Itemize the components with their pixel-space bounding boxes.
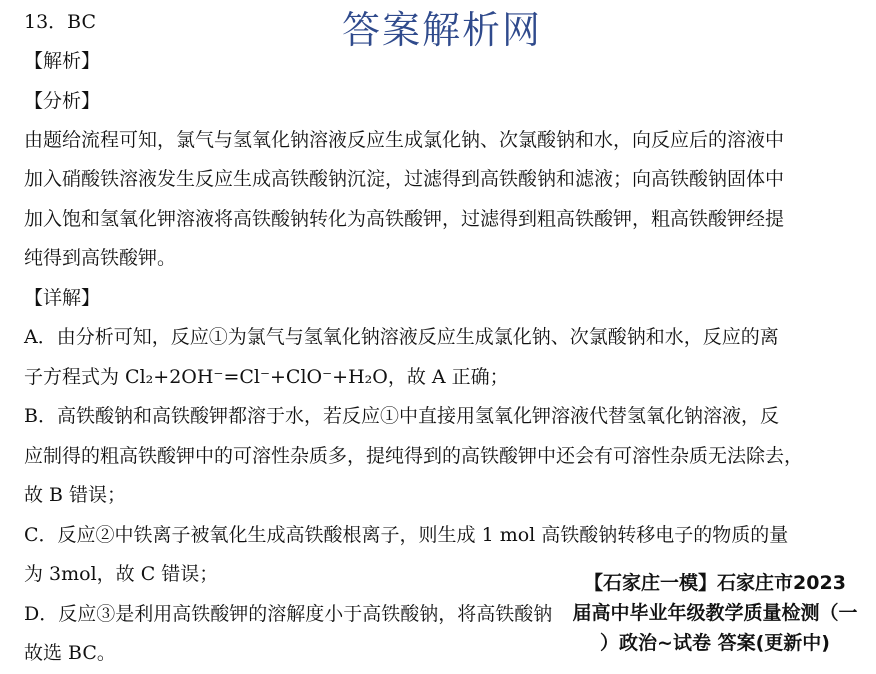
analysis-paragraph-line: 纯得到高铁酸钾。 xyxy=(24,247,177,269)
option-a-line: A．由分析可知，反应①为氯气与氢氧化钠溶液反应生成氯化钠、次氯酸钠和水，反应的离 xyxy=(24,326,779,348)
option-b-line: B．高铁酸钠和高铁酸钾都溶于水，若反应①中直接用氢氧化钾溶液代替氢氧化钠溶液，反 xyxy=(24,405,779,427)
option-a-equation-line: 子方程式为 Cl₂+2OH⁻=Cl⁻+ClO⁻+H₂O，故 A 正确； xyxy=(24,366,509,388)
promo-overlay-line: ）政治~试卷 答案(更新中) xyxy=(600,632,830,654)
analysis-paragraph-line: 加入硝酸铁溶液发生反应生成高铁酸钠沉淀，过滤得到高铁酸钠和滤液；向高铁酸钠固体中 xyxy=(24,168,785,190)
promo-overlay[interactable] xyxy=(556,568,874,658)
section-xiangjie-heading: 【详解】 xyxy=(24,287,101,309)
option-b-line: 应制得的粗高铁酸钾中的可溶性杂质多，提纯得到的高铁酸钾中还会有可溶性杂质无法除去， xyxy=(24,445,804,467)
option-c-line: 为 3mol，故 C 错误； xyxy=(24,563,219,585)
option-c-line: C．反应②中铁离子被氧化生成高铁酸根离子，则生成 1 mol 高铁酸钠转移电子的物质的量 xyxy=(24,524,789,546)
analysis-paragraph-line: 由题给流程可知，氯气与氢氧化钠溶液反应生成氯化钠、次氯酸钠和水，向反应后的溶液中 xyxy=(24,129,785,151)
promo-overlay-line: 届高中毕业年级教学质量检测（一 xyxy=(572,602,858,624)
section-fenxi-heading: 【分析】 xyxy=(24,90,101,112)
option-b-line: 故 B 错误； xyxy=(24,484,127,506)
section-jiexi-heading: 【解析】 xyxy=(24,50,101,72)
analysis-paragraph-line: 加入饱和氢氧化钾溶液将高铁酸钠转化为高铁酸钾，过滤得到粗高铁酸钾，粗高铁酸钾经提 xyxy=(24,208,785,230)
question-number: 13．BC xyxy=(24,11,97,33)
watermark-title: 答案解析网 xyxy=(342,8,543,52)
conclusion-line: 故选 BC。 xyxy=(24,642,116,664)
option-d-line: D．反应③是利用高铁酸钾的溶解度小于高铁酸钠，将高铁酸钠 xyxy=(24,603,553,625)
promo-overlay-line: 【石家庄一模】石家庄市2023 xyxy=(584,572,846,594)
